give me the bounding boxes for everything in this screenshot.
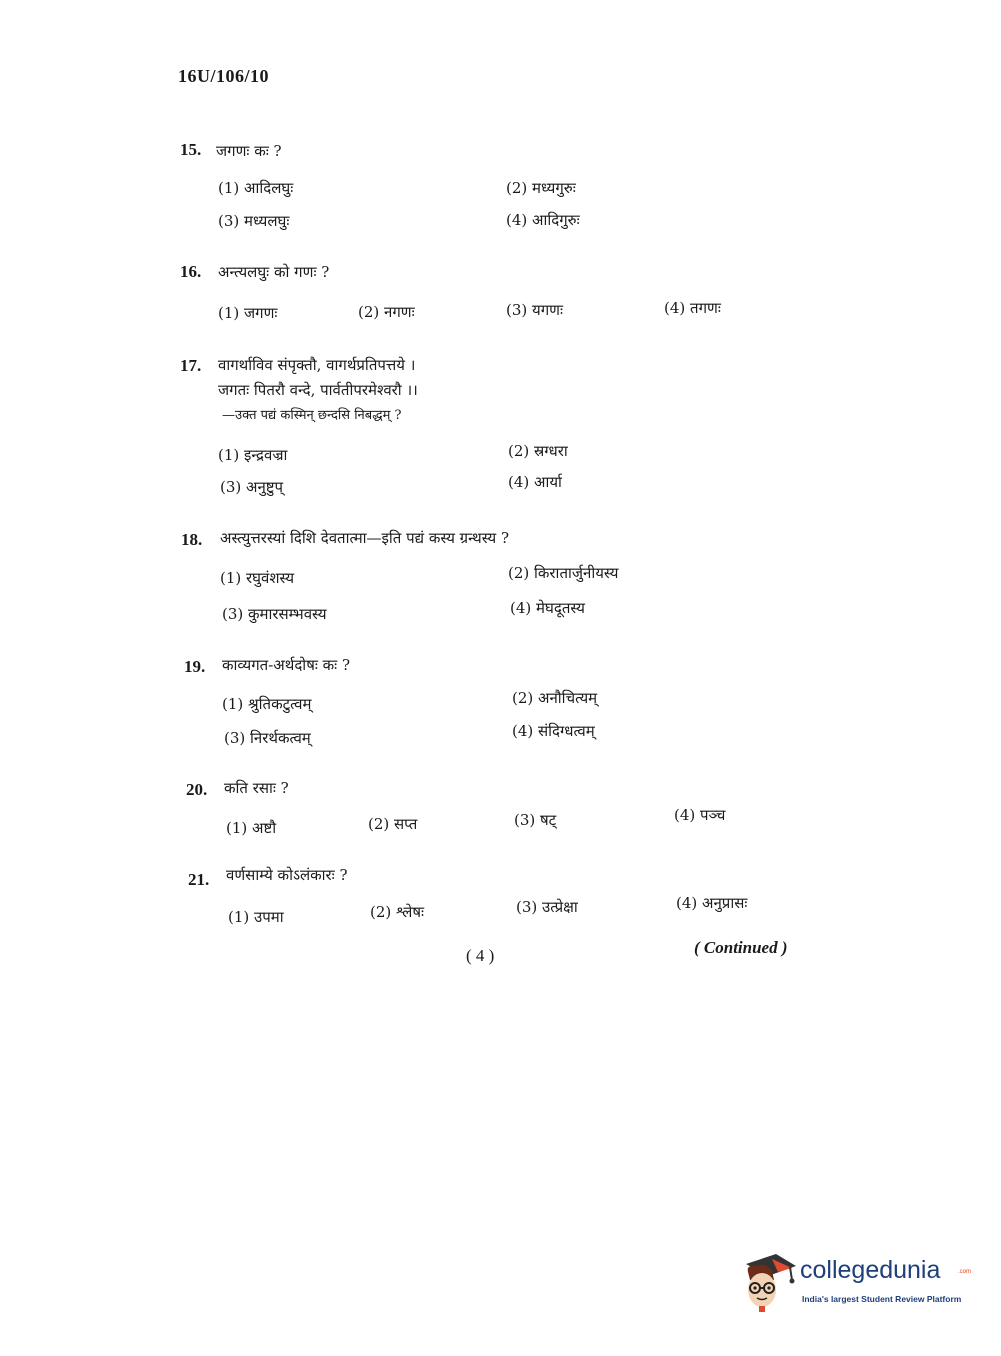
option: (3) यगणः — [506, 301, 564, 319]
question-text: अस्त्युत्तरस्यां दिशि देवतात्मा—इति पद्यं कस्य ग्रन्थस्य ? — [220, 529, 510, 547]
collegedunia-logo[interactable] — [742, 1250, 972, 1320]
question-text: वागर्थाविव संपृक्तौ, वागर्थप्रतिपत्तये । — [218, 356, 416, 374]
logo-wordmark: collegedunia — [800, 1256, 941, 1284]
question-number: 16. — [180, 262, 202, 281]
option: (3) कुमारसम्भवस्य — [222, 605, 327, 623]
option: (4) अनुप्रासः — [676, 894, 748, 912]
page-number: ( 4 ) — [466, 946, 495, 965]
option: (2) श्लेषः — [370, 903, 425, 921]
option: (2) सप्त — [368, 815, 418, 833]
question-text: जगतः पितरौ वन्दे, पार्वतीपरमेश्वरौ ।। — [218, 381, 418, 399]
option: (1) जगणः — [218, 304, 278, 322]
option: (3) निरर्थकत्वम् — [224, 729, 311, 747]
question-number: 21. — [188, 870, 210, 889]
option: (1) आदिलघुः — [218, 179, 294, 197]
question-number: 18. — [181, 530, 203, 549]
option: (2) किरातार्जुनीयस्य — [508, 564, 619, 582]
logo-suffix: .com — [958, 1269, 972, 1275]
option: (4) संदिग्धत्वम् — [512, 722, 595, 740]
logo-tagline: India's largest Student Review Platform — [802, 1294, 962, 1304]
option: (4) आर्या — [508, 473, 562, 491]
option: (1) अष्टौ — [226, 819, 277, 837]
option: (2) स्रग्धरा — [508, 442, 568, 460]
option: (4) तगणः — [664, 299, 721, 317]
question-number: 17. — [180, 356, 202, 375]
option: (3) अनुष्टुप् — [220, 478, 284, 496]
mascot-icon — [742, 1250, 798, 1312]
option: (1) श्रुतिकटुत्वम् — [222, 695, 312, 713]
option: (3) उत्प्रेक्षा — [516, 898, 578, 916]
question-number: 20. — [186, 780, 208, 799]
question-number: 19. — [184, 657, 206, 676]
option: (1) रघुवंशस्य — [220, 569, 295, 587]
question-text: —उक्त पद्यं कस्मिन् छन्दसि निबद्धम् ? — [222, 408, 402, 423]
option: (2) नगणः — [358, 303, 415, 321]
option: (1) उपमा — [228, 908, 284, 926]
page-code: 16U/106/10 — [178, 66, 270, 86]
question-text: काव्यगत-अर्थदोषः कः ? — [222, 656, 351, 674]
option: (2) मध्यगुरुः — [506, 179, 576, 197]
question-number: 15. — [180, 140, 202, 159]
option: (2) अनौचित्यम् — [512, 689, 598, 707]
option: (3) षट् — [514, 811, 557, 829]
option: (4) आदिगुरुः — [506, 211, 580, 229]
option: (4) मेघदूतस्य — [510, 599, 585, 617]
option: (3) मध्यलघुः — [218, 212, 290, 230]
question-text: अन्त्यलघुः को गणः ? — [218, 263, 330, 281]
question-text: जगणः कः ? — [216, 142, 282, 160]
continued-label: ( Continued ) — [694, 938, 788, 957]
option: (1) इन्द्रवज्रा — [218, 446, 288, 464]
option: (4) पञ्च — [674, 806, 726, 824]
question-text: कति रसाः ? — [224, 779, 289, 797]
question-text: वर्णसाम्ये कोऽलंकारः ? — [226, 866, 348, 884]
